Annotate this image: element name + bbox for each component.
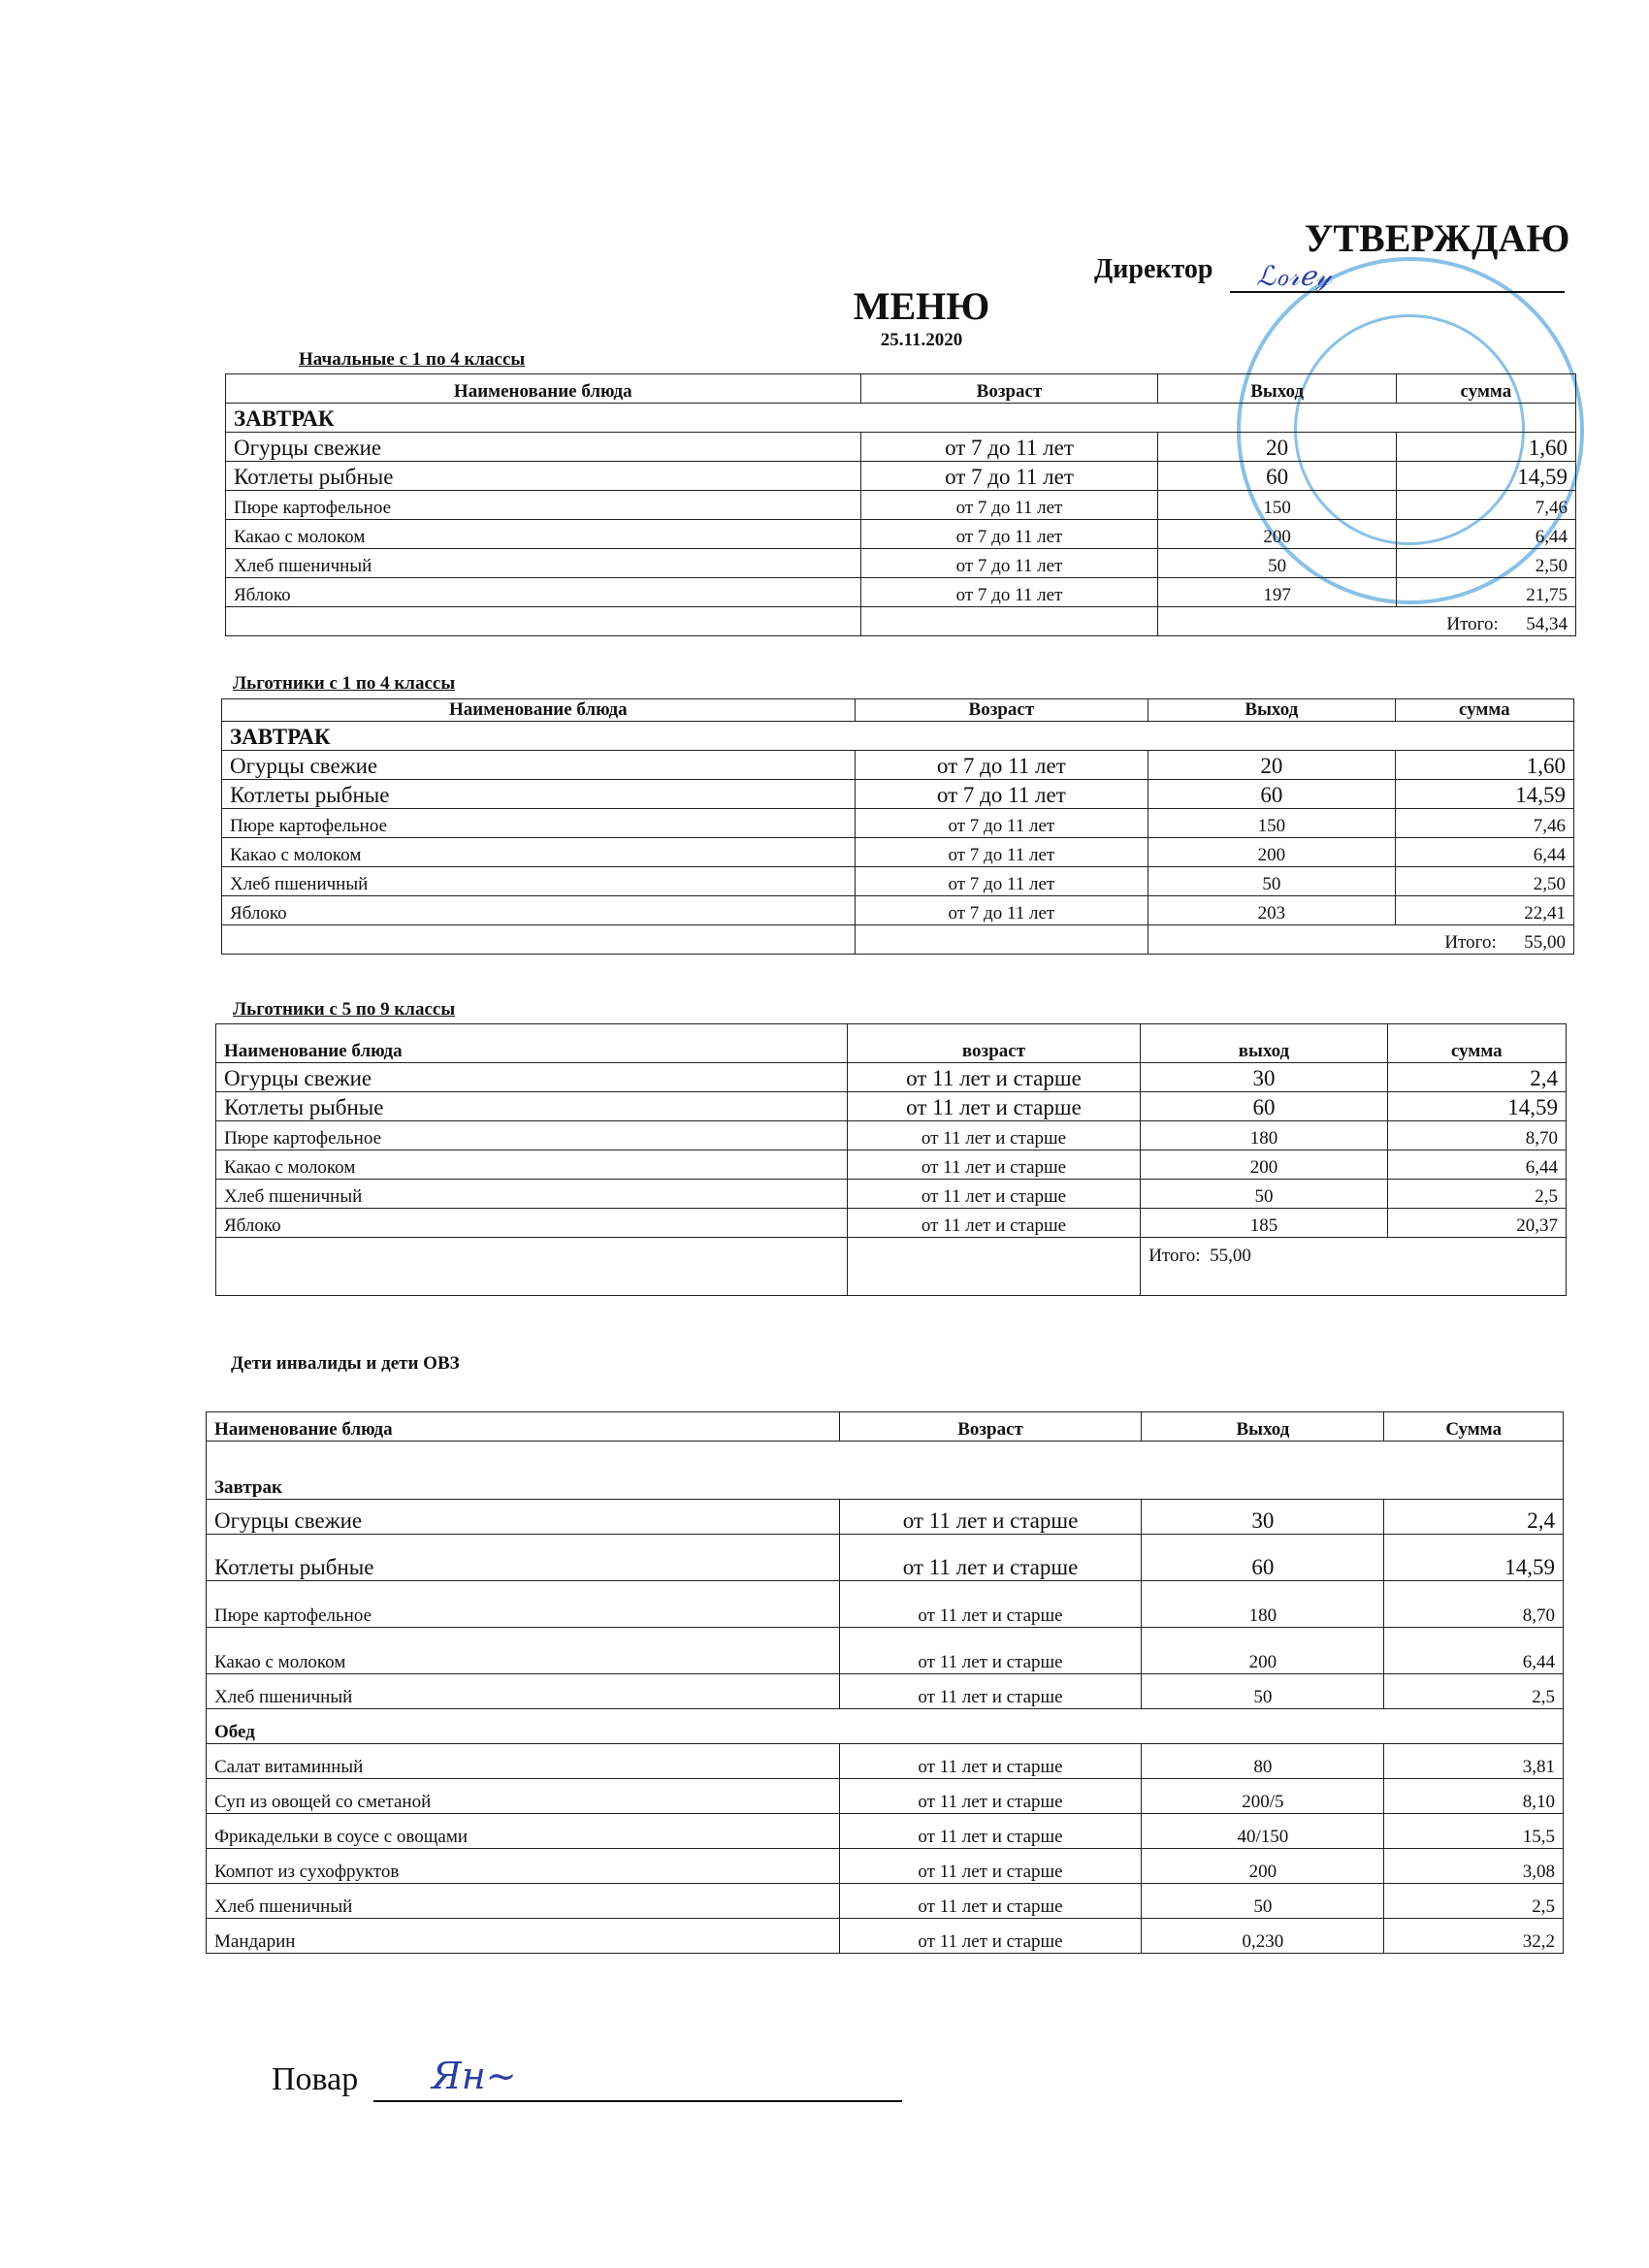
column-header: сумма bbox=[1387, 1024, 1566, 1063]
dish-name: Пюре картофельное bbox=[226, 491, 861, 520]
age-group: от 7 до 11 лет bbox=[860, 462, 1158, 491]
table-header-row bbox=[216, 1024, 1567, 1063]
total-row bbox=[222, 925, 1574, 955]
portion-yield: 30 bbox=[1141, 1063, 1388, 1092]
price: 14,59 bbox=[1384, 1535, 1564, 1581]
table-row bbox=[222, 809, 1574, 838]
column-header: Наименование блюда bbox=[222, 699, 856, 722]
column-header: Выход bbox=[1142, 1412, 1384, 1442]
portion-yield: 203 bbox=[1148, 896, 1396, 925]
portion-yield: 150 bbox=[1148, 809, 1396, 838]
table-header-row bbox=[207, 1412, 1564, 1442]
dish-name: Огурцы свежие bbox=[222, 751, 856, 780]
table-row bbox=[226, 491, 1576, 520]
column-header: сумма bbox=[1395, 699, 1573, 722]
approve-heading: УТВЕРЖДАЮ bbox=[1305, 216, 1570, 260]
age-group: от 11 лет и старше bbox=[839, 1884, 1142, 1919]
age-group: от 11 лет и старше bbox=[847, 1209, 1140, 1238]
dish-name: Котлеты рыбные bbox=[226, 462, 861, 491]
portion-yield: 0,230 bbox=[1142, 1919, 1384, 1954]
age-group: от 11 лет и старше bbox=[839, 1581, 1142, 1628]
meal-row bbox=[226, 404, 1576, 433]
age-group: от 7 до 11 лет bbox=[860, 549, 1158, 578]
dish-name: Фрикадельки в соусе с овощами bbox=[207, 1814, 840, 1849]
portion-yield: 80 bbox=[1142, 1744, 1384, 1779]
price: 14,59 bbox=[1395, 780, 1573, 809]
director-label: Директор bbox=[1094, 254, 1213, 284]
meal-label: Обед bbox=[207, 1709, 1564, 1744]
empty-cell bbox=[860, 607, 1158, 636]
age-group: от 11 лет и старше bbox=[839, 1849, 1142, 1884]
table-row bbox=[222, 838, 1574, 867]
dish-name: Котлеты рыбные bbox=[216, 1092, 848, 1121]
table-row bbox=[222, 780, 1574, 809]
table-row bbox=[216, 1121, 1567, 1150]
price: 7,46 bbox=[1395, 809, 1573, 838]
dish-name: Яблоко bbox=[226, 578, 861, 607]
price: 3,81 bbox=[1384, 1744, 1564, 1779]
cook-signature: Ян∼ bbox=[432, 2055, 517, 2097]
table-row bbox=[216, 1209, 1567, 1238]
table-row bbox=[207, 1744, 1564, 1779]
table-row bbox=[207, 1919, 1564, 1954]
portion-yield: 180 bbox=[1141, 1121, 1388, 1150]
director-signature: ℒℴ𝓇ℯ𝓎 bbox=[1256, 260, 1332, 292]
meal-row bbox=[222, 722, 1574, 751]
price: 14,59 bbox=[1396, 462, 1575, 491]
dish-name: Огурцы свежие bbox=[216, 1063, 848, 1092]
dish-name: Какао с молоком bbox=[216, 1150, 848, 1180]
portion-yield: 185 bbox=[1141, 1209, 1388, 1238]
table-row bbox=[207, 1814, 1564, 1849]
menu-table bbox=[206, 1411, 1564, 1954]
age-group: от 7 до 11 лет bbox=[860, 491, 1158, 520]
age-group: от 7 до 11 лет bbox=[860, 433, 1158, 462]
empty-cell bbox=[855, 925, 1148, 955]
portion-yield: 150 bbox=[1158, 491, 1396, 520]
column-header: Наименование блюда bbox=[226, 374, 861, 404]
age-group: от 7 до 11 лет bbox=[855, 751, 1148, 780]
age-group: от 7 до 11 лет bbox=[860, 520, 1158, 549]
menu-date: 25.11.2020 bbox=[880, 330, 963, 350]
total-value: Итого: 54,34 bbox=[1158, 607, 1576, 636]
table-row bbox=[216, 1180, 1567, 1209]
price: 6,44 bbox=[1384, 1628, 1564, 1674]
age-group: от 7 до 11 лет bbox=[860, 578, 1158, 607]
dish-name: Хлеб пшеничный bbox=[222, 867, 856, 896]
meal-row bbox=[207, 1442, 1564, 1500]
price: 1,60 bbox=[1395, 751, 1573, 780]
empty-cell bbox=[216, 1238, 848, 1296]
dish-name: Пюре картофельное bbox=[207, 1581, 840, 1628]
total-value: Итого: 55,00 bbox=[1141, 1238, 1567, 1296]
dish-name: Котлеты рыбные bbox=[207, 1535, 840, 1581]
price: 8,70 bbox=[1387, 1121, 1566, 1150]
age-group: от 11 лет и старше bbox=[839, 1779, 1142, 1814]
portion-yield: 60 bbox=[1158, 462, 1396, 491]
portion-yield: 200 bbox=[1142, 1849, 1384, 1884]
price: 6,44 bbox=[1387, 1150, 1566, 1180]
empty-cell bbox=[226, 607, 861, 636]
price: 32,2 bbox=[1384, 1919, 1564, 1954]
column-header: Наименование блюда bbox=[207, 1412, 840, 1442]
age-group: от 11 лет и старше bbox=[839, 1674, 1142, 1709]
portion-yield: 180 bbox=[1142, 1581, 1384, 1628]
column-header: Возраст bbox=[855, 699, 1148, 722]
portion-yield: 50 bbox=[1142, 1674, 1384, 1709]
dish-name: Хлеб пшеничный bbox=[207, 1884, 840, 1919]
column-header: сумма bbox=[1396, 374, 1575, 404]
portion-yield: 200 bbox=[1158, 520, 1396, 549]
portion-yield: 20 bbox=[1148, 751, 1396, 780]
price: 2,50 bbox=[1396, 549, 1575, 578]
dish-name: Какао с молоком bbox=[222, 838, 856, 867]
portion-yield: 200 bbox=[1141, 1150, 1388, 1180]
column-header: выход bbox=[1141, 1024, 1388, 1063]
dish-name: Мандарин bbox=[207, 1919, 840, 1954]
cook-signature-line bbox=[373, 2100, 902, 2102]
age-group: от 11 лет и старше bbox=[847, 1121, 1140, 1150]
table-row bbox=[216, 1150, 1567, 1180]
table-row bbox=[207, 1581, 1564, 1628]
portion-yield: 200 bbox=[1148, 838, 1396, 867]
table-row bbox=[207, 1500, 1564, 1535]
age-group: от 11 лет и старше bbox=[847, 1180, 1140, 1209]
price: 1,60 bbox=[1396, 433, 1575, 462]
age-group: от 11 лет и старше bbox=[847, 1063, 1140, 1092]
table-row bbox=[216, 1092, 1567, 1121]
age-group: от 11 лет и старше bbox=[839, 1744, 1142, 1779]
age-group: от 7 до 11 лет bbox=[855, 838, 1148, 867]
price: 2,5 bbox=[1384, 1674, 1564, 1709]
portion-yield: 60 bbox=[1142, 1535, 1384, 1581]
table-row bbox=[222, 867, 1574, 896]
empty-cell bbox=[847, 1238, 1140, 1296]
table-row bbox=[207, 1674, 1564, 1709]
table-row bbox=[207, 1628, 1564, 1674]
dish-name: Салат витаминный bbox=[207, 1744, 840, 1779]
portion-yield: 40/150 bbox=[1142, 1814, 1384, 1849]
dish-name: Огурцы свежие bbox=[226, 433, 861, 462]
dish-name: Пюре картофельное bbox=[222, 809, 856, 838]
dish-name: Яблоко bbox=[216, 1209, 848, 1238]
price: 14,59 bbox=[1387, 1092, 1566, 1121]
portion-yield: 50 bbox=[1158, 549, 1396, 578]
dish-name: Пюре картофельное bbox=[216, 1121, 848, 1150]
table-row bbox=[207, 1779, 1564, 1814]
column-header: Сумма bbox=[1384, 1412, 1564, 1442]
table-row bbox=[226, 549, 1576, 578]
dish-name: Компот из сухофруктов bbox=[207, 1849, 840, 1884]
section-label: Льготники с 1 по 4 классы bbox=[233, 673, 456, 694]
age-group: от 11 лет и старше bbox=[839, 1814, 1142, 1849]
price: 2,4 bbox=[1387, 1063, 1566, 1092]
column-header: Выход bbox=[1158, 374, 1396, 404]
portion-yield: 60 bbox=[1141, 1092, 1388, 1121]
portion-yield: 197 bbox=[1158, 578, 1396, 607]
dish-name: Огурцы свежие bbox=[207, 1500, 840, 1535]
column-header: Возраст bbox=[860, 374, 1158, 404]
age-group: от 11 лет и старше bbox=[839, 1919, 1142, 1954]
price: 21,75 bbox=[1396, 578, 1575, 607]
page-title: МЕНЮ bbox=[853, 284, 990, 328]
column-header: Наименование блюда bbox=[216, 1024, 848, 1063]
total-value: Итого: 55,00 bbox=[1148, 925, 1574, 955]
dish-name: Хлеб пшеничный bbox=[226, 549, 861, 578]
price: 20,37 bbox=[1387, 1209, 1566, 1238]
portion-yield: 200/5 bbox=[1142, 1779, 1384, 1814]
age-group: от 11 лет и старше bbox=[839, 1628, 1142, 1674]
dish-name: Хлеб пшеничный bbox=[207, 1674, 840, 1709]
price: 8,70 bbox=[1384, 1581, 1564, 1628]
empty-cell bbox=[222, 925, 856, 955]
age-group: от 11 лет и старше bbox=[847, 1150, 1140, 1180]
price: 8,10 bbox=[1384, 1779, 1564, 1814]
price: 6,44 bbox=[1396, 520, 1575, 549]
price: 2,4 bbox=[1384, 1500, 1564, 1535]
age-group: от 7 до 11 лет bbox=[855, 780, 1148, 809]
section-label: Начальные с 1 по 4 классы bbox=[299, 349, 526, 370]
portion-yield: 50 bbox=[1141, 1180, 1388, 1209]
meal-label: ЗАВТРАК bbox=[226, 404, 1576, 433]
table-header-row bbox=[226, 374, 1576, 404]
price: 15,5 bbox=[1384, 1814, 1564, 1849]
price: 2,5 bbox=[1384, 1884, 1564, 1919]
dish-name: Хлеб пшеничный bbox=[216, 1180, 848, 1209]
section-label: Дети инвалиды и дети ОВЗ bbox=[231, 1353, 460, 1374]
dish-name: Яблоко bbox=[222, 896, 856, 925]
price: 22,41 bbox=[1395, 896, 1573, 925]
portion-yield: 200 bbox=[1142, 1628, 1384, 1674]
age-group: от 7 до 11 лет bbox=[855, 896, 1148, 925]
price: 7,46 bbox=[1396, 491, 1575, 520]
table-row bbox=[226, 578, 1576, 607]
menu-table bbox=[215, 1023, 1567, 1296]
column-header: Выход bbox=[1148, 699, 1396, 722]
age-group: от 11 лет и старше bbox=[839, 1535, 1142, 1581]
column-header: возраст bbox=[847, 1024, 1140, 1063]
meal-row bbox=[207, 1709, 1564, 1744]
meal-label: ЗАВТРАК bbox=[222, 722, 1574, 751]
dish-name: Какао с молоком bbox=[207, 1628, 840, 1674]
dish-name: Котлеты рыбные bbox=[222, 780, 856, 809]
portion-yield: 20 bbox=[1158, 433, 1396, 462]
table-row bbox=[222, 896, 1574, 925]
price: 2,50 bbox=[1395, 867, 1573, 896]
price: 2,5 bbox=[1387, 1180, 1566, 1209]
table-row bbox=[207, 1849, 1564, 1884]
table-row bbox=[226, 462, 1576, 491]
portion-yield: 60 bbox=[1148, 780, 1396, 809]
portion-yield: 30 bbox=[1142, 1500, 1384, 1535]
age-group: от 11 лет и старше bbox=[847, 1092, 1140, 1121]
dish-name: Суп из овощей со сметаной bbox=[207, 1779, 840, 1814]
meal-label: Завтрак bbox=[207, 1442, 1564, 1500]
age-group: от 11 лет и старше bbox=[839, 1500, 1142, 1535]
menu-table bbox=[225, 373, 1576, 636]
dish-name: Какао с молоком bbox=[226, 520, 861, 549]
portion-yield: 50 bbox=[1142, 1884, 1384, 1919]
table-row bbox=[207, 1884, 1564, 1919]
portion-yield: 50 bbox=[1148, 867, 1396, 896]
column-header: Возраст bbox=[839, 1412, 1142, 1442]
total-row bbox=[216, 1238, 1567, 1296]
table-row bbox=[216, 1063, 1567, 1092]
table-row bbox=[226, 520, 1576, 549]
cook-label: Повар bbox=[272, 2061, 359, 2097]
menu-table bbox=[221, 698, 1574, 955]
table-row bbox=[226, 433, 1576, 462]
total-row bbox=[226, 607, 1576, 636]
table-row bbox=[207, 1535, 1564, 1581]
section-label: Льготники с 5 по 9 классы bbox=[233, 999, 456, 1020]
price: 6,44 bbox=[1395, 838, 1573, 867]
table-header-row bbox=[222, 699, 1574, 722]
age-group: от 7 до 11 лет bbox=[855, 867, 1148, 896]
table-row bbox=[222, 751, 1574, 780]
age-group: от 7 до 11 лет bbox=[855, 809, 1148, 838]
price: 3,08 bbox=[1384, 1849, 1564, 1884]
